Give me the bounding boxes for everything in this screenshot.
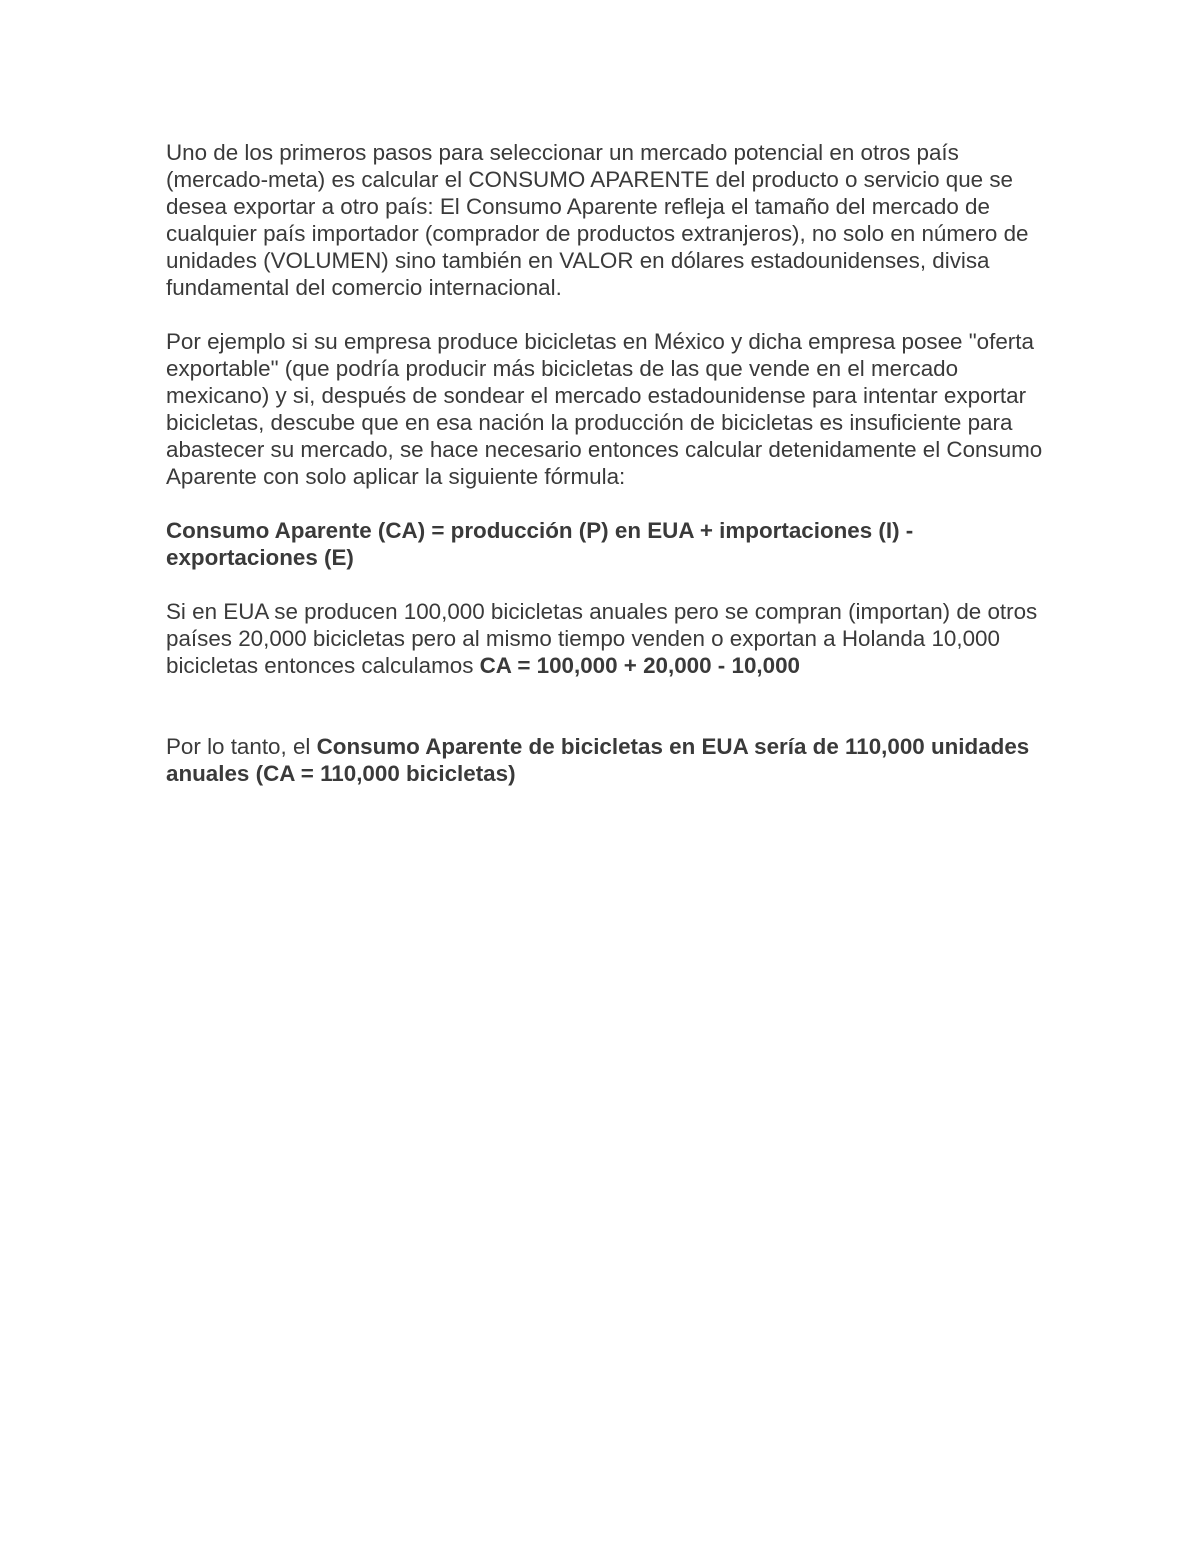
conclusion-result: Consumo Aparente de bicicletas en EUA sería de 110,000 unidades anuales (CA = 110,000 bicicletas) (166, 734, 1030, 786)
paragraph-intro: Uno de los primeros pasos para seleccionar un mercado potencial en otros país (mercado-meta) es calcular el CONSUMO APARENTE del producto o servicio que se desea exportar a otro país: El Consumo Aparente refleja el tamaño del mercado de cualquier país importador (comprador de productos extranjeros), no solo en número de unidades (VOLUMEN) sino también en VALOR en dólares estadounidenses, divisa fundamental del comercio internacional. (166, 140, 1029, 300)
paragraph-example: Por ejemplo si su empresa produce bicicletas en México y dicha empresa posee "oferta exportable" (que podría producir más bicicletas de las que vende en el mercado mexicano) y si, después de sondear el mercado estadounidense para intentar exportar bicicletas, descube que en esa nación la producción de bicicletas es insuficiente para abastecer su mercado, se hace necesario entonces calcular detenidamente el Consumo Aparente con solo aplicar la siguiente fórmula: (166, 329, 1043, 489)
paragraph-conclusion (166, 733, 1046, 787)
paragraph-calculation (166, 598, 1046, 679)
calculation-text: Si en EUA se producen 100,000 bicicletas anuales pero se compran (importan) de otros países 20,000 bicicletas pero al mismo tiempo venden o exportan a Holanda 10,000 bicicletas entonces calculamos (166, 599, 1038, 678)
calculation-formula: CA = 100,000 + 20,000 - 10,000 (479, 653, 800, 678)
conclusion-text: Por lo tanto, el (166, 734, 317, 759)
formula-consumo-aparente: Consumo Aparente (CA) = producción (P) en EUA + importaciones (I) - exportaciones (E) (166, 518, 914, 570)
document-body (166, 139, 1046, 787)
